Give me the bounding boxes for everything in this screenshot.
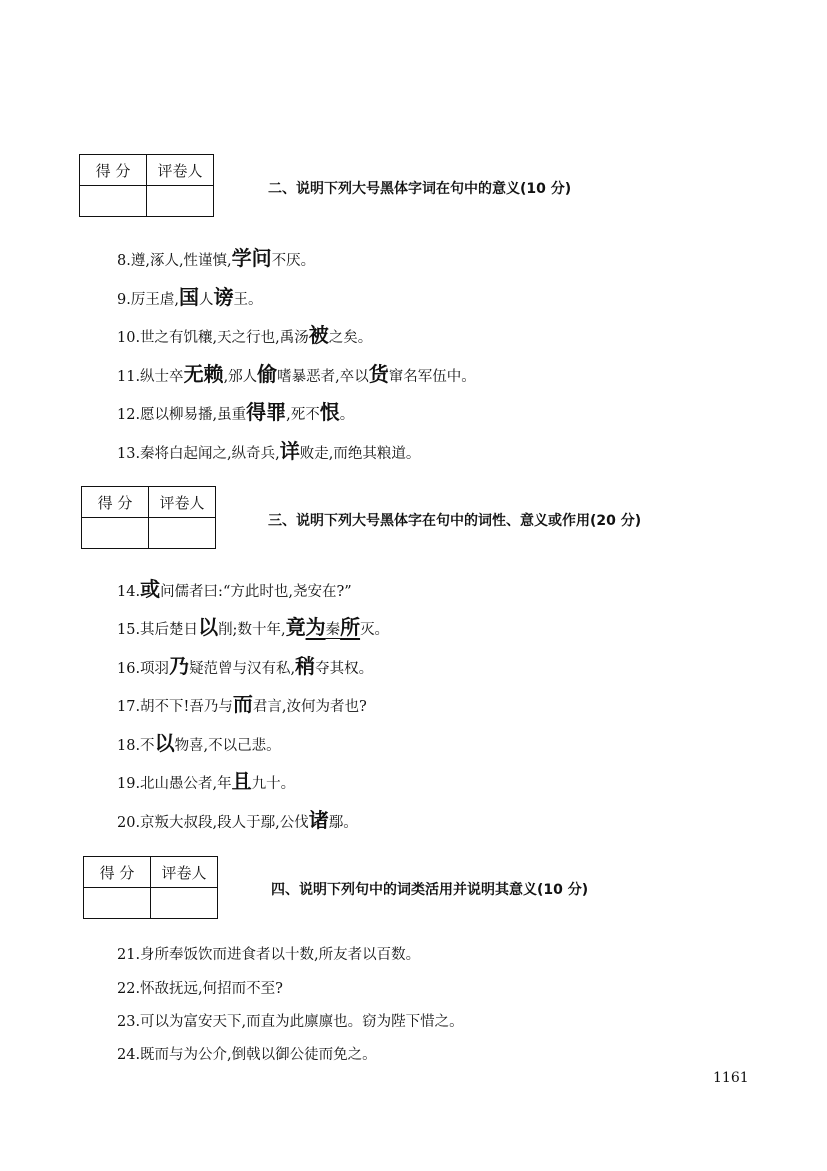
question-19: 19.北山愚公者,年且九十。 [117,769,296,793]
section-2-title: 二、说明下列大号黑体字词在句中的意义(10 分) [268,181,572,197]
question-9: 9.厉王虐,国人谤王。 [117,285,263,309]
question-18: 18.不以物喜,不以己悲。 [117,731,281,755]
grader-label: 评卷人 [151,857,218,888]
score-label: 得 分 [82,487,149,518]
question-17: 17.胡不下!吾乃与而君言,汝何为者也? [117,692,367,716]
question-11: 11.纵士卒无赖,邠人偷嗜暴恶者,卒以货窜名军伍中。 [117,362,476,386]
score-cell[interactable] [84,888,151,919]
question-23: 23.可以为富安天下,而直为此廪廪也。窃为陛下惜之。 [117,1014,464,1030]
question-13: 13.秦将白起闻之,纵奇兵,详败走,而绝其粮道。 [117,439,421,463]
grader-cell[interactable] [147,186,214,217]
question-10: 10.世之有饥穰,天之行也,禹汤被之矣。 [117,323,373,347]
grader-cell[interactable] [149,518,216,549]
question-12: 12.愿以柳易播,虽重得罪,死不恨。 [117,400,355,424]
question-21: 21.身所奉饭饮而进食者以十数,所友者以百数。 [117,947,421,963]
score-label: 得 分 [84,857,151,888]
question-8: 8.遵,涿人,性谨慎,学问不厌。 [117,246,316,270]
score-box-section-4 [83,856,218,919]
score-box-section-3 [81,486,216,549]
question-24: 24.既而与为公介,倒戟以御公徒而免之。 [117,1047,377,1063]
grader-label: 评卷人 [147,155,214,186]
section-3-title: 三、说明下列大号黑体字在句中的词性、意义或作用(20 分) [268,513,642,529]
question-22: 22.怀敌抚远,何招而不至? [117,981,283,997]
question-15: 15.其后楚日以削;数十年,竟为秦所灭。 [117,615,390,639]
score-cell[interactable] [82,518,149,549]
question-14: 14.或问儒者曰:“方此时也,尧安在?” [117,577,352,601]
score-cell[interactable] [80,186,147,217]
grader-label: 评卷人 [149,487,216,518]
question-16: 16.项羽乃疑范曾与汉有私,稍夺其权。 [117,654,374,678]
section-4-title: 四、说明下列句中的词类活用并说明其意义(10 分) [271,882,589,898]
grader-cell[interactable] [151,888,218,919]
page-number: 1161 [713,1070,749,1086]
score-box-section-2 [79,154,214,217]
score-label: 得 分 [80,155,147,186]
question-20: 20.京叛大叔段,段人于鄢,公伐诸鄢。 [117,808,358,832]
